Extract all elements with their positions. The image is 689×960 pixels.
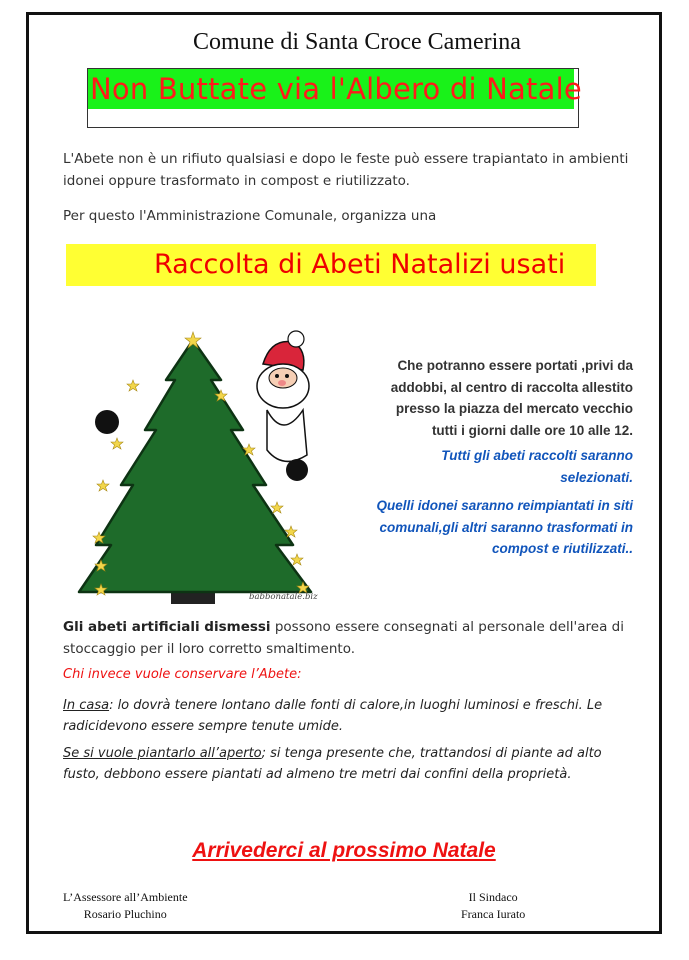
collection-line-1: Che potranno essere portati ,privi da bbox=[397, 358, 633, 373]
assessor-name: Rosario Pluchino bbox=[83, 907, 167, 921]
christmas-tree-icon bbox=[71, 320, 321, 610]
indoor-text: : lo dovrà tenere lontano dalle fonti di calore,in luoghi luminosi e freschi. Le radicidevono essere sempre tenute umide. bbox=[63, 698, 603, 734]
selection-line-2: selezionati. bbox=[560, 469, 633, 485]
fate-line-1: Quelli idonei saranno reimpiantati in siti bbox=[376, 498, 633, 513]
yellow-banner bbox=[66, 244, 596, 286]
intro-paragraph-2: Per questo l'Amministrazione Comunale, organizza una bbox=[63, 208, 437, 224]
municipality-title: Comune di Santa Croce Camerina bbox=[193, 29, 521, 55]
outdoor-label: Se si vuole piantarlo all’aperto bbox=[63, 746, 262, 761]
conserve-heading: Chi invece vuole conservare l’Abete: bbox=[63, 667, 302, 682]
artificial-trees-text: possono essere consegnati al personale dell'area di stoccaggio per il loro corretto smaltimento. bbox=[63, 619, 624, 657]
indoor-advice bbox=[63, 695, 638, 737]
green-banner-headline: Non Buttate via l'Albero di Natale bbox=[88, 69, 574, 109]
christmas-tree-illustration bbox=[71, 320, 321, 610]
closing-message: Arrivederci al prossimo Natale bbox=[192, 839, 496, 862]
indoor-label: In casa bbox=[63, 698, 110, 713]
selection-line-1: Tutti gli abeti raccolti saranno bbox=[441, 448, 633, 463]
collection-info bbox=[321, 355, 633, 441]
collection-line-2: addobbi, al centro di raccolta allestito bbox=[390, 379, 633, 395]
outdoor-text: ; si tenga presente che, trattandosi di piante ad alto fusto, debbono essere piantati ad almeno tre metri dai confini della proprietà. bbox=[63, 746, 602, 782]
mayor-name: Franca Iurato bbox=[461, 907, 526, 921]
image-credit: babbonatale.biz bbox=[249, 592, 318, 602]
mayor-role: Il Sindaco bbox=[468, 890, 518, 904]
selection-note bbox=[329, 445, 633, 488]
collection-line-4: tutti i giorni dalle ore 10 alle 12. bbox=[431, 422, 633, 438]
fate-line-2: comunali,gli altri saranno trasformati in bbox=[379, 519, 633, 535]
assessor-role: L’Assessore all’Ambiente bbox=[63, 890, 188, 904]
intro-paragraph: L'Abete non è un rifiuto qualsiasi e dopo le feste può essere trapiantato in ambienti idonei oppure trasformato in compost e riutilizzato. bbox=[63, 151, 629, 189]
collection-line-3: presso la piazza del mercato vecchio bbox=[395, 401, 633, 416]
yellow-banner-headline: Raccolta di Abeti Natalizi usati bbox=[154, 249, 566, 280]
green-banner-box bbox=[87, 68, 582, 128]
signature-right bbox=[461, 889, 525, 923]
artificial-trees-paragraph bbox=[63, 616, 638, 660]
flyer-page bbox=[26, 12, 662, 934]
outdoor-advice bbox=[63, 743, 638, 785]
signature-left bbox=[63, 889, 188, 923]
fate-note bbox=[329, 495, 633, 560]
artificial-trees-bold: Gli abeti artificiali dismessi bbox=[63, 619, 271, 635]
fate-line-3: compost e riutilizzati.. bbox=[491, 541, 633, 556]
